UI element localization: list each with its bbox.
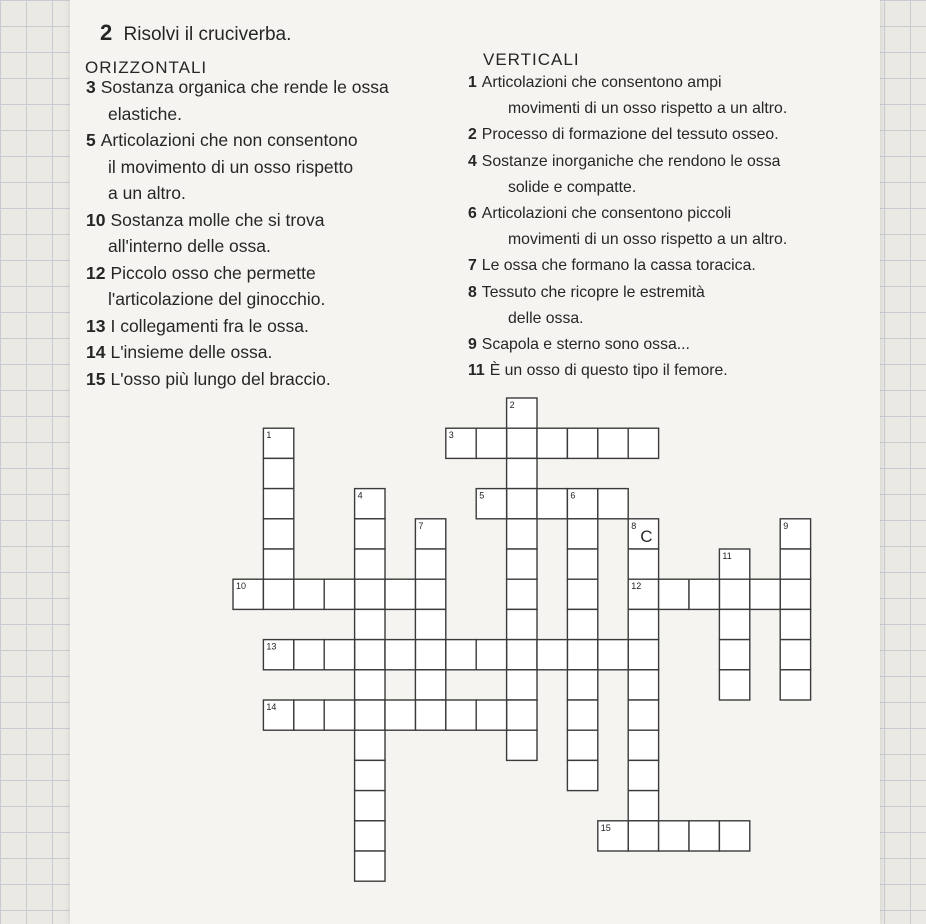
clue-text: Piccolo osso che permette xyxy=(110,262,316,283)
crossword-cell[interactable] xyxy=(567,640,597,670)
clue-text: all'interno delle ossa. xyxy=(108,236,271,256)
crossword-cell[interactable] xyxy=(385,700,415,730)
crossword-cell[interactable] xyxy=(507,670,537,700)
clue-text: delle ossa. xyxy=(508,309,584,327)
horizontal-title: ORIZZONTALI xyxy=(85,58,208,77)
crossword-cell[interactable] xyxy=(537,640,567,670)
clue-text: l'articolazione del ginocchio. xyxy=(108,289,326,309)
crossword-clue-number: 2 xyxy=(509,400,515,410)
clue-number: 5 xyxy=(86,130,96,150)
crossword-clue-number: 10 xyxy=(236,581,247,592)
crossword-cell[interactable] xyxy=(355,609,385,639)
crossword-cell[interactable] xyxy=(780,549,810,579)
crossword-cell[interactable] xyxy=(476,428,506,458)
clue-text: Le ossa che formano la cassa toracica. xyxy=(481,257,756,275)
crossword-cell[interactable] xyxy=(567,609,597,639)
crossword-clue-number: 11 xyxy=(722,551,732,561)
crossword-cell[interactable] xyxy=(324,579,354,609)
crossword-clue-number: 1 xyxy=(266,430,272,441)
crossword-cell[interactable] xyxy=(355,549,385,579)
clue-number: 13 xyxy=(86,315,106,336)
crossword-cell[interactable] xyxy=(628,670,658,700)
crossword-cell[interactable] xyxy=(719,579,749,609)
clue-number: 2 xyxy=(468,126,477,144)
crossword-cell[interactable] xyxy=(355,700,385,730)
clue-number: 3 xyxy=(86,77,96,97)
crossword-cell[interactable] xyxy=(507,640,537,670)
crossword-cell[interactable] xyxy=(507,489,537,519)
crossword-cell[interactable] xyxy=(628,609,658,639)
clue-number: 4 xyxy=(468,152,477,170)
clue-text: I collegamenti fra le ossa. xyxy=(110,315,309,336)
crossword-clue-number: 13 xyxy=(266,641,277,652)
crossword-cell[interactable] xyxy=(780,640,810,670)
crossword-cell[interactable] xyxy=(567,519,597,549)
crossword-cell[interactable] xyxy=(415,700,445,730)
crossword-cell[interactable] xyxy=(628,640,658,670)
clue-text: Articolazioni che consentono ampi xyxy=(481,74,722,91)
crossword-cell[interactable] xyxy=(355,821,385,851)
crossword-clue-number: 5 xyxy=(479,490,485,501)
crossword-cell[interactable] xyxy=(324,700,354,730)
crossword-cell[interactable] xyxy=(355,851,385,881)
clue-text: Sostanza organica che rende le ossa xyxy=(100,77,389,97)
crossword-cell[interactable] xyxy=(507,458,537,488)
clue-number: 10 xyxy=(86,209,106,230)
crossword-cell[interactable] xyxy=(294,640,324,670)
crossword-cell[interactable] xyxy=(476,640,506,670)
clue-text: movimenti di un osso rispetto a un altro. xyxy=(508,100,788,118)
crossword-cell[interactable] xyxy=(719,821,749,851)
clue-text: elastiche. xyxy=(108,103,182,124)
clue-text: Articolazioni che non consentono xyxy=(100,130,358,150)
clue-text: È un osso di questo tipo il femore. xyxy=(489,362,728,380)
clue-number: 1 xyxy=(468,74,477,91)
crossword-clue-number: 14 xyxy=(266,702,277,712)
crossword-cell[interactable] xyxy=(355,640,385,670)
clue-text: Sostanze inorganiche che rendono le ossa xyxy=(481,152,781,170)
crossword-cell[interactable] xyxy=(750,579,780,609)
clue-text: a un altro. xyxy=(108,183,186,203)
crossword-cell[interactable] xyxy=(263,489,293,519)
crossword-cell[interactable] xyxy=(659,579,689,609)
crossword-cell[interactable] xyxy=(507,609,537,639)
clue-number: 7 xyxy=(468,257,477,275)
crossword-cell[interactable] xyxy=(628,760,658,790)
exercise-title: Risolvi il cruciverba. xyxy=(123,24,292,45)
crossword-clue-number: 4 xyxy=(357,490,363,501)
crossword-cell[interactable] xyxy=(446,640,476,670)
crossword-cell[interactable] xyxy=(415,640,445,670)
crossword-filled-letter: C xyxy=(640,526,653,546)
crossword-cell[interactable] xyxy=(719,640,749,670)
crossword-cell[interactable] xyxy=(628,730,658,760)
crossword-cell[interactable] xyxy=(446,700,476,730)
crossword-cell[interactable] xyxy=(567,670,597,700)
crossword-cell[interactable] xyxy=(507,549,537,579)
crossword-cell[interactable] xyxy=(628,549,658,579)
clue-number: 12 xyxy=(86,262,106,283)
crossword-cell[interactable] xyxy=(689,821,719,851)
clue-text: movimenti di un osso rispetto a un altro. xyxy=(508,231,788,249)
crossword-cell[interactable] xyxy=(294,700,324,730)
crossword-cell[interactable] xyxy=(780,579,810,609)
crossword-cell[interactable] xyxy=(567,730,597,760)
clue-text: Articolazioni che consentono piccoli xyxy=(481,205,732,223)
crossword-cell[interactable] xyxy=(415,670,445,700)
clue-text: L'insieme delle ossa. xyxy=(110,342,273,362)
clue-text: Sostanza molle che si trova xyxy=(110,209,325,230)
crossword-cell[interactable] xyxy=(537,428,567,458)
vertical-title: VERTICALI xyxy=(483,50,580,69)
crossword-cell[interactable] xyxy=(355,519,385,549)
crossword-cell[interactable] xyxy=(355,730,385,760)
crossword-cell[interactable] xyxy=(355,670,385,700)
clue-text: Tessuto che ricopre le estremità xyxy=(481,283,705,301)
crossword-cell[interactable] xyxy=(507,519,537,549)
crossword-cell[interactable] xyxy=(263,579,293,609)
crossword-cell[interactable] xyxy=(567,700,597,730)
crossword-cell[interactable] xyxy=(567,579,597,609)
crossword-cell[interactable] xyxy=(598,428,628,458)
clue-text: L'osso più lungo del braccio. xyxy=(110,368,331,389)
crossword-cell[interactable] xyxy=(567,549,597,579)
crossword-cell[interactable] xyxy=(476,700,506,730)
crossword-cell[interactable] xyxy=(628,700,658,730)
crossword-cell[interactable] xyxy=(385,640,415,670)
crossword-cell[interactable] xyxy=(507,730,537,760)
crossword-cell[interactable] xyxy=(355,579,385,609)
crossword-cell[interactable] xyxy=(598,489,628,519)
clue-text: il movimento di un osso rispetto xyxy=(108,156,354,177)
crossword-clue-number: 15 xyxy=(600,822,611,833)
crossword-cell[interactable] xyxy=(567,428,597,458)
crossword-cell[interactable] xyxy=(294,579,324,609)
crossword-cell[interactable] xyxy=(507,700,537,730)
crossword-cell[interactable] xyxy=(355,791,385,821)
clue-number: 15 xyxy=(86,368,106,389)
crossword-cell[interactable] xyxy=(415,549,445,579)
crossword-cell[interactable] xyxy=(385,579,415,609)
crossword-clue-number: 9 xyxy=(783,520,789,531)
crossword-cell[interactable] xyxy=(719,609,749,639)
clue-number: 11 xyxy=(468,362,485,380)
crossword-clue-number: 12 xyxy=(631,581,642,592)
crossword-cell[interactable] xyxy=(263,458,293,488)
crossword-cell[interactable] xyxy=(780,670,810,700)
crossword-cell[interactable] xyxy=(263,549,293,579)
crossword-cell[interactable] xyxy=(355,760,385,790)
crossword-cell[interactable] xyxy=(628,791,658,821)
crossword-clue-number: 8 xyxy=(631,520,637,531)
crossword-cell[interactable] xyxy=(537,489,567,519)
crossword-clue-number: 3 xyxy=(448,430,454,441)
crossword-cell[interactable] xyxy=(507,579,537,609)
crossword-cell[interactable] xyxy=(659,821,689,851)
clue-text: solide e compatte. xyxy=(508,178,637,196)
crossword-clue-number: 6 xyxy=(570,490,576,501)
crossword-cell[interactable] xyxy=(567,760,597,790)
clue-text: Scapola e sterno sono ossa... xyxy=(481,336,690,354)
exercise-number: 2 xyxy=(100,20,113,45)
crossword-cell[interactable] xyxy=(263,519,293,549)
crossword-cell[interactable] xyxy=(628,821,658,851)
crossword-cell[interactable] xyxy=(780,609,810,639)
crossword-cell[interactable] xyxy=(628,428,658,458)
crossword-cell[interactable] xyxy=(415,579,445,609)
crossword-cell[interactable] xyxy=(507,428,537,458)
crossword-cell[interactable] xyxy=(689,579,719,609)
clue-number: 8 xyxy=(468,283,477,301)
crossword-cell[interactable] xyxy=(598,640,628,670)
crossword-cell[interactable] xyxy=(324,640,354,670)
clue-text: Processo di formazione del tessuto osseo. xyxy=(481,126,779,144)
crossword-cell[interactable] xyxy=(415,609,445,639)
clue-number: 6 xyxy=(468,205,477,223)
clue-number: 14 xyxy=(86,342,106,362)
crossword-clue-number: 7 xyxy=(418,520,424,531)
crossword-cell[interactable] xyxy=(719,670,749,700)
clue-number: 9 xyxy=(468,336,477,354)
